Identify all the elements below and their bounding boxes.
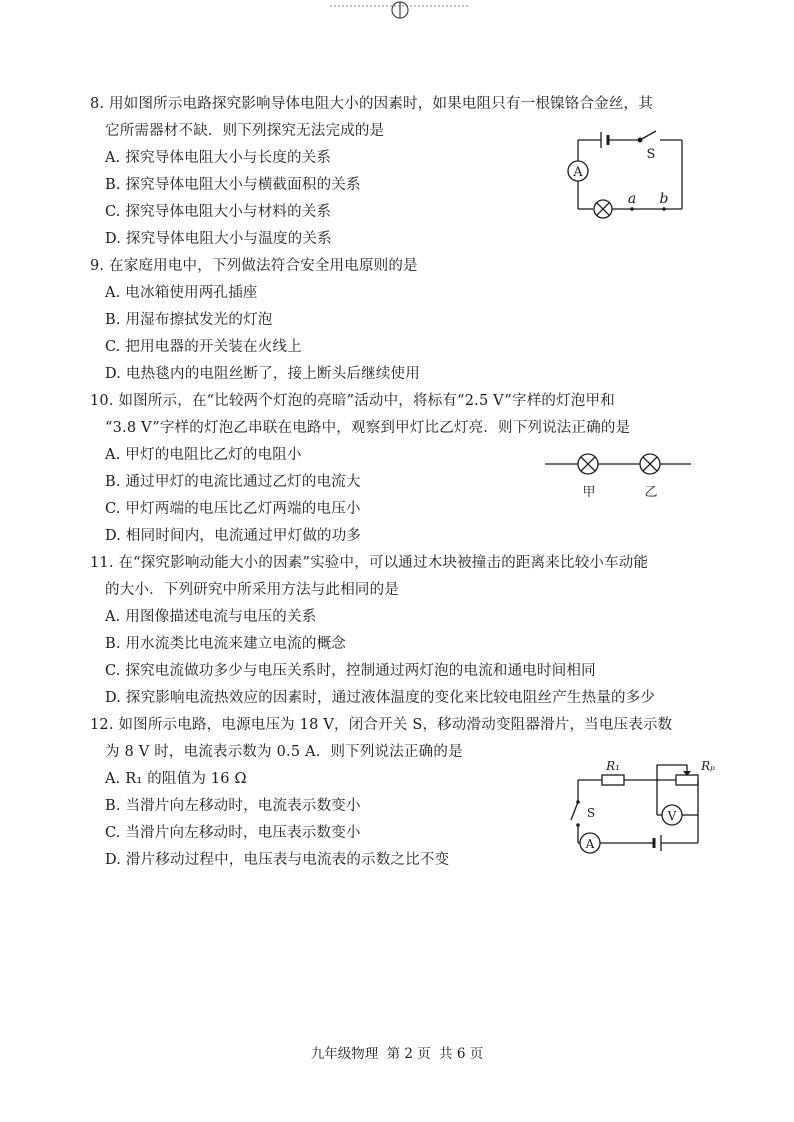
question-10-line-2: “3.8 V”字样的灯泡乙串联在电路中，观察到甲灯比乙灯亮．则下列说法正确的是 <box>105 420 631 436</box>
voltmeter-label: V <box>667 809 677 823</box>
question-12-line-2: 为 8 V 时，电流表示数为 0.5 A．则下列说法正确的是 <box>105 744 463 760</box>
question-11-line-1: 11. 在“探究影响动能大小的因素”实验中，可以通过木块被撞击的距离来比较小车动能 <box>90 555 649 571</box>
option-12a: A. R₁ 的阻值为 16 Ω <box>105 771 247 787</box>
switch-label-q8: S <box>646 147 656 162</box>
question-8-line-1: 8. 用如图所示电路探究影响导体电阻大小的因素时，如果电阻只有一根镍铬合金丝，其 <box>90 96 653 112</box>
point-b-label: b <box>659 191 669 207</box>
page-footer <box>0 1042 794 1062</box>
option-8b: B. 探究导体电阻大小与横截面积的关系 <box>105 177 361 193</box>
switch-label-q12: S <box>586 806 596 820</box>
option-10c: C. 甲灯两端的电压比乙灯两端的电压小 <box>105 501 361 517</box>
option-8a: A. 探究导体电阻大小与长度的关系 <box>105 150 332 166</box>
lamp-yi-label: 乙 <box>644 485 658 500</box>
option-9d: D. 电热毯内的电阻丝断了，接上断头后继续使用 <box>105 366 420 382</box>
option-9c: C. 把用电器的开关装在火线上 <box>105 339 302 355</box>
question-10-line-1: 10. 如图所示，在“比较两个灯泡的亮暗”活动中，将标有“2.5 V”字样的灯泡甲和 <box>90 393 615 409</box>
footer-total: 共 6 页 <box>439 1046 484 1062</box>
footer-subject: 九年级物理 <box>310 1046 379 1062</box>
lamp-jia-label: 甲 <box>582 485 596 500</box>
option-9a: A. 电冰箱使用两孔插座 <box>105 285 258 301</box>
option-11d: D. 探究影响电流热效应的因素时，通过液体温度的变化来比较电阻丝产生热量的多少 <box>105 690 656 706</box>
option-11c: C. 探究电流做功多少与电压关系时，控制通过两灯泡的电流和通电时间相同 <box>105 663 596 679</box>
option-10d: D. 相同时间内，电流通过甲灯做的功多 <box>105 528 362 544</box>
rp-label: Rₚ <box>701 759 715 773</box>
question-12-line-1: 12. 如图所示电路，电源电压为 18 V，闭合开关 S，移动滑动变阻器滑片，当电压表示数 <box>90 717 673 733</box>
ammeter-label-q8: A <box>573 165 583 180</box>
point-a-label: a <box>627 191 637 207</box>
r1-label: R₁ <box>606 759 620 773</box>
option-8c: C. 探究导体电阻大小与材料的关系 <box>105 204 332 220</box>
option-11a: A. 用图像描述电流与电压的关系 <box>105 609 317 625</box>
option-12b: B. 当滑片向左移动时，电流表示数变小 <box>105 798 361 814</box>
question-9-line-1: 9. 在家庭用电中，下列做法符合安全用电原则的是 <box>90 258 418 274</box>
question-8-line-2: 它所需器材不缺．则下列探究无法完成的是 <box>105 123 385 139</box>
question-11-line-2: 的大小．下列研究中所采用方法与此相同的是 <box>105 582 399 598</box>
option-9b: B. 用湿布擦拭发光的灯泡 <box>105 312 273 328</box>
ammeter-label-q12: A <box>585 837 595 851</box>
option-10a: A. 甲灯的电阻比乙灯的电阻小 <box>105 447 302 463</box>
option-11b: B. 用水流类比电流来建立电流的概念 <box>105 636 346 652</box>
option-10b: B. 通过甲灯的电流比通过乙灯的电流大 <box>105 474 361 490</box>
footer-page: 第 2 页 <box>386 1046 431 1062</box>
option-8d: D. 探究导体电阻大小与温度的关系 <box>105 231 332 247</box>
option-12c: C. 当滑片向左移动时，电压表示数变小 <box>105 825 361 841</box>
option-12d: D. 滑片移动过程中，电压表与电流表的示数之比不变 <box>105 852 450 868</box>
binding-mark <box>0 0 794 20</box>
